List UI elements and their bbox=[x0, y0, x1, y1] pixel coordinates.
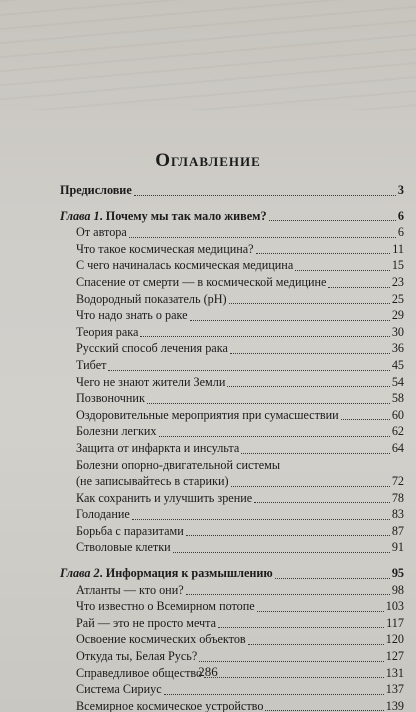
chapter-1-items bbox=[60, 224, 404, 456]
toc-page: 23 bbox=[391, 274, 404, 289]
toc-chapter-1 bbox=[60, 208, 404, 225]
leader-dots bbox=[199, 660, 383, 662]
toc-label: Борьба с паразитами bbox=[76, 523, 184, 538]
leader-dots bbox=[229, 302, 390, 304]
toc-page: 36 bbox=[391, 341, 404, 356]
toc-page: 54 bbox=[391, 374, 404, 389]
leader-dots bbox=[341, 418, 390, 420]
toc-item bbox=[60, 598, 404, 615]
leader-dots bbox=[328, 286, 389, 288]
toc-label-line-1: Болезни опорно-двигательной системы bbox=[76, 457, 281, 472]
toc-item bbox=[60, 440, 404, 457]
leader-dots bbox=[257, 610, 384, 612]
leader-dots bbox=[248, 643, 384, 645]
toc-label: Что надо знать о раке bbox=[76, 308, 188, 323]
toc-page: 11 bbox=[392, 241, 404, 256]
toc-page: 91 bbox=[391, 540, 404, 555]
leader-dots bbox=[159, 435, 390, 437]
toc-page: 98 bbox=[391, 582, 404, 597]
leader-dots bbox=[190, 319, 390, 321]
show-through-text bbox=[0, 0, 416, 110]
toc-page: 120 bbox=[385, 632, 404, 647]
toc-label: С чего начиналась космическая медицина bbox=[76, 258, 294, 273]
toc-page: 95 bbox=[391, 566, 404, 581]
toc-page: 78 bbox=[391, 490, 404, 505]
toc-item bbox=[60, 224, 404, 241]
toc-label: Рай — это не просто мечта bbox=[76, 615, 217, 630]
toc-page: 83 bbox=[391, 507, 404, 522]
leader-dots bbox=[186, 593, 390, 595]
toc-item bbox=[60, 357, 404, 374]
toc-chapter-2 bbox=[60, 565, 404, 582]
chapter-title: . Почему мы так мало живем? bbox=[99, 208, 267, 223]
toc-label: Оздоровительные мероприятия при сумасшествии bbox=[76, 407, 339, 422]
toc-page: 58 bbox=[391, 391, 404, 406]
leader-dots bbox=[164, 693, 384, 695]
toc-label: Болезни легких bbox=[76, 424, 157, 439]
toc-item bbox=[60, 582, 404, 599]
toc-page: 64 bbox=[391, 440, 404, 455]
toc-item bbox=[60, 340, 404, 357]
page-title: Оглавление bbox=[155, 150, 261, 171]
toc-page: 137 bbox=[385, 682, 404, 697]
toc-item bbox=[60, 291, 404, 308]
toc-item bbox=[60, 407, 404, 424]
toc-page: 127 bbox=[385, 649, 404, 664]
toc-item bbox=[60, 374, 404, 391]
toc-page: 15 bbox=[391, 258, 404, 273]
toc-item bbox=[60, 523, 404, 540]
toc-label: Спасение от смерти — в космической медицине bbox=[76, 274, 327, 289]
chapter-1-items-continued bbox=[60, 490, 404, 556]
leader-dots bbox=[108, 369, 389, 371]
toc-label: Теория рака bbox=[76, 324, 139, 339]
toc-label: Освоение космических объектов bbox=[76, 632, 246, 647]
leader-dots bbox=[173, 551, 390, 553]
leader-dots bbox=[231, 485, 390, 487]
toc-label: Предисловие bbox=[60, 183, 132, 197]
toc-item bbox=[60, 423, 404, 440]
toc-item bbox=[60, 241, 404, 258]
toc-chapter-title bbox=[60, 208, 267, 225]
leader-dots bbox=[256, 252, 391, 254]
toc-page: 72 bbox=[391, 474, 404, 489]
toc-label: Водородный показатель (pH) bbox=[76, 291, 227, 306]
leader-dots bbox=[129, 236, 396, 238]
toc-page: 6 bbox=[397, 225, 404, 240]
toc-item bbox=[60, 307, 404, 324]
leader-dots bbox=[147, 402, 390, 404]
toc-item bbox=[60, 648, 404, 665]
toc-preface bbox=[60, 182, 404, 199]
leader-dots bbox=[132, 518, 390, 520]
page-number: 286 bbox=[198, 664, 218, 679]
toc-label: Справедливое общество bbox=[76, 665, 203, 680]
toc-item bbox=[60, 539, 404, 556]
toc-page: 139 bbox=[385, 698, 404, 712]
toc-page: 117 bbox=[386, 615, 404, 630]
toc-page: 3 bbox=[397, 183, 404, 197]
chapter-prefix: Глава 1 bbox=[60, 208, 100, 223]
leader-dots bbox=[295, 269, 390, 271]
toc-item bbox=[60, 257, 404, 274]
toc-page: 29 bbox=[391, 308, 404, 323]
toc-page: 30 bbox=[391, 324, 404, 339]
toc-item bbox=[60, 274, 404, 291]
toc-page: 60 bbox=[391, 407, 404, 422]
leader-dots bbox=[134, 194, 396, 196]
toc-item bbox=[60, 698, 404, 712]
toc-page: 87 bbox=[391, 523, 404, 538]
leader-dots bbox=[230, 352, 390, 354]
toc-item bbox=[60, 506, 404, 523]
toc-chapter-title bbox=[60, 565, 273, 582]
toc-page: 62 bbox=[391, 424, 404, 439]
leader-dots bbox=[218, 626, 384, 628]
toc-label: От автора bbox=[76, 225, 127, 240]
toc-label: Откуда ты, Белая Русь? bbox=[76, 649, 198, 664]
toc-item bbox=[60, 324, 404, 341]
leader-dots bbox=[227, 385, 389, 387]
table-of-contents bbox=[60, 182, 404, 712]
toc-label: Защита от инфаркта и инсульта bbox=[76, 440, 240, 455]
toc-page: 131 bbox=[385, 665, 404, 680]
leader-dots bbox=[269, 219, 396, 221]
toc-label: Как сохранить и улучшить зрение bbox=[76, 490, 253, 505]
toc-label: Чего не знают жители Земли bbox=[76, 374, 226, 389]
toc-label: Что известно о Всемирном потопе bbox=[76, 599, 255, 614]
toc-label: Тибет bbox=[76, 357, 107, 372]
leader-dots bbox=[275, 577, 390, 579]
toc-label: Стволовые клетки bbox=[76, 540, 171, 555]
toc-page: 45 bbox=[391, 357, 404, 372]
toc-item bbox=[76, 473, 404, 490]
toc-page: 103 bbox=[385, 599, 404, 614]
chapter-prefix: Глава 2 bbox=[60, 566, 100, 581]
toc-label: Система Сириус bbox=[76, 682, 162, 697]
chapter-2-items bbox=[60, 582, 404, 712]
toc-label: Голодание bbox=[76, 507, 130, 522]
toc-label: Что такое космическая медицина? bbox=[76, 241, 254, 256]
toc-item bbox=[60, 615, 404, 632]
toc-item-multiline bbox=[60, 457, 404, 490]
leader-dots bbox=[265, 709, 383, 711]
chapter-title: . Информация к размышлению bbox=[99, 566, 273, 581]
toc-page: 25 bbox=[391, 291, 404, 306]
leader-dots bbox=[186, 534, 390, 536]
toc-label: Позвоночник bbox=[76, 391, 145, 406]
toc-item bbox=[60, 681, 404, 698]
leader-dots bbox=[254, 501, 390, 503]
toc-label: Атланты — кто они? bbox=[76, 582, 184, 597]
toc-label: Русский способ лечения рака bbox=[76, 341, 228, 356]
toc-page: 6 bbox=[397, 208, 404, 223]
toc-label: Всемирное космическое устройство bbox=[76, 698, 264, 712]
toc-item bbox=[60, 390, 404, 407]
toc-label-line-2: (не записывайтесь в старики) bbox=[76, 474, 229, 489]
leader-dots bbox=[140, 335, 389, 337]
toc-item bbox=[60, 631, 404, 648]
leader-dots bbox=[241, 452, 390, 454]
toc-item bbox=[60, 490, 404, 507]
